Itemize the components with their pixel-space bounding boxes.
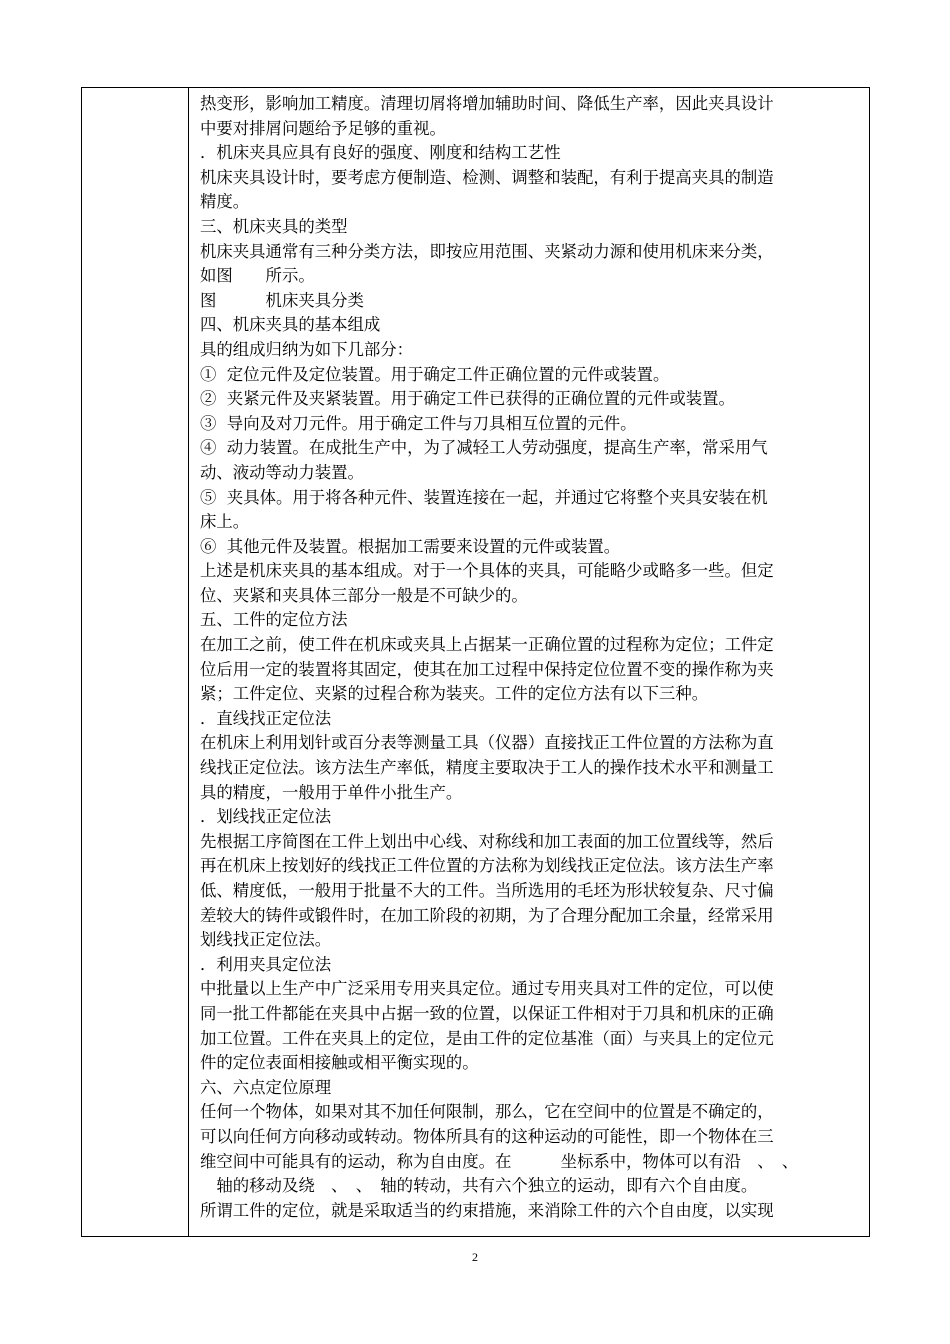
text-line: 在机床上利用划针或百分表等测量工具（仪器）直接找正工件位置的方法称为直 [200, 733, 774, 753]
text-line: ．利用夹具定位法 [200, 954, 332, 974]
text-line: 机床夹具设计时，要考虑方便制造、检测、调整和装配，有利于提高夹具的制造 [200, 167, 774, 187]
page-number: 2 [472, 1250, 478, 1264]
text-line: 六、六点定位原理 [200, 1077, 332, 1097]
text-line: 维空间中可能具有的运动，称为自由度。在 坐标系中，物体可以有沿 、 、 [200, 1151, 799, 1171]
text-line: 线找正定位法。该方法生产率低，精度主要取决于工人的操作技术水平和测量工 [200, 758, 774, 778]
text-line: ③ 导向及对刀元件。用于确定工件与刀具相互位置的元件。 [200, 413, 637, 433]
table-left-column [82, 88, 189, 1236]
text-line: 四、机床夹具的基本组成 [200, 315, 381, 335]
text-line: 具的组成归纳为如下几部分： [200, 339, 414, 359]
text-line: ．直线找正定位法 [200, 708, 332, 728]
text-line: 紧；工件定位、夹紧的过程合称为装夹。工件的定位方法有以下三种。 [200, 684, 709, 704]
text-line: ．划线找正定位法 [200, 807, 332, 827]
text-line: 差较大的铸件或锻件时，在加工阶段的初期，为了合理分配加工余量，经常采用 [200, 905, 774, 925]
text-line: ② 夹紧元件及夹紧装置。用于确定工件已获得的正确位置的元件或装置。 [200, 389, 735, 409]
text-line: 轴的移动及绕 、 、 轴的转动，共有六个独立的运动，即有六个自由度。 [200, 1176, 758, 1196]
text-line: 所谓工件的定位，就是采取适当的约束措施，来消除工件的六个自由度，以实现 [200, 1200, 774, 1220]
document-text [200, 92, 872, 1223]
text-line: 图 机床夹具分类 [200, 290, 364, 310]
text-line: 如图 所示。 [200, 266, 315, 286]
text-line: 三、机床夹具的类型 [200, 216, 348, 236]
text-line: 任何一个物体，如果对其不加任何限制，那么，它在空间中的位置是不确定的， [200, 1102, 774, 1122]
text-line: 具的精度，一般用于单件小批生产。 [200, 782, 463, 802]
text-line: 低、精度低，一般用于批量不大的工件。当所选用的毛坯为形状较复杂、尺寸偏 [200, 881, 774, 900]
text-line: 动、液动等动力装置。 [200, 462, 364, 482]
text-line: 件的定位表面相接触或相平衡实现的。 [200, 1053, 479, 1073]
table-content-column [190, 88, 869, 1236]
text-line: 中批量以上生产中广泛采用专用夹具定位。通过专用夹具对工件的定位，可以使 [200, 979, 774, 999]
text-line: 位、夹紧和夹具体三部分一般是不可缺少的。 [200, 585, 528, 605]
text-line: 再在机床上按划好的线找正工件位置的方法称为划线找正定位法。该方法生产率 [200, 856, 774, 876]
text-line: 热变形，影响加工精度。清理切屑将增加辅助时间、降低生产率，因此夹具设计 [200, 94, 774, 113]
text-line: 精度。 [200, 192, 250, 212]
text-line: 同一批工件都能在夹具中占据一致的位置，以保证工件相对于刀具和机床的正确 [200, 1003, 774, 1023]
text-line: ⑥ 其他元件及装置。根据加工需要来设置的元件或装置。 [200, 536, 621, 556]
text-line: 在加工之前，使工件在机床或夹具上占据某一正确位置的过程称为定位；工件定 [200, 635, 774, 655]
text-line: 五、工件的定位方法 [200, 610, 348, 630]
text-line: 上述是机床夹具的基本组成。对于一个具体的夹具，可能略少或略多一些。但定 [200, 561, 774, 581]
text-line: ④ 动力装置。在成批生产中，为了减轻工人劳动强度，提高生产率，常采用气 [200, 438, 768, 458]
text-line: 中要对排屑问题给予足够的重视。 [200, 118, 446, 138]
text-line: ① 定位元件及定位装置。用于确定工件正确位置的元件或装置。 [200, 364, 670, 384]
text-line: ．机床夹具应具有良好的强度、刚度和结构工艺性 [200, 143, 561, 163]
text-line: 可以向任何方向移动或转动。物体所具有的这种运动的可能性，即一个物体在三 [200, 1126, 774, 1146]
text-line: 加工位置。工件在夹具上的定位，是由工件的定位基准（面）与夹具上的定位元 [200, 1028, 774, 1048]
text-line: 床上。 [200, 512, 250, 532]
text-line: 位后用一定的装置将其固定，使其在加工过程中保持定位位置不变的操作称为夹 [200, 659, 774, 679]
text-line: ⑤ 夹具体。用于将各种元件、装置连接在一起，并通过它将整个夹具安装在机 [200, 487, 768, 507]
document-table [81, 87, 870, 1237]
text-line: 先根据工序简图在工件上划出中心线、对称线和加工表面的加工位置线等，然后 [200, 831, 774, 851]
text-line: 划线找正定位法。 [200, 930, 332, 950]
text-line: 机床夹具通常有三种分类方法，即按应用范围、夹紧动力源和使用机床来分类， [200, 241, 774, 261]
